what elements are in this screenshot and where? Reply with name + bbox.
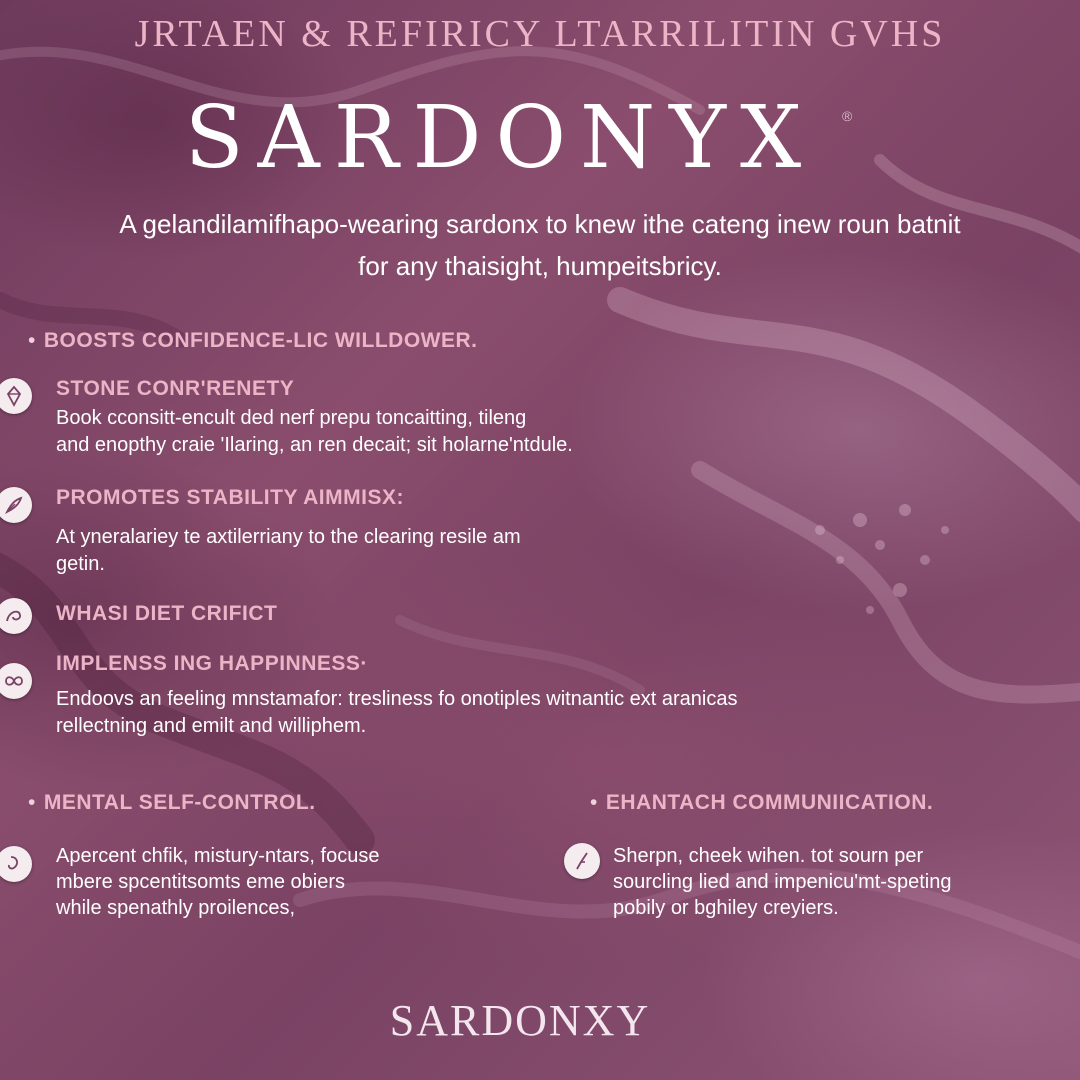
item-description [56, 843, 379, 921]
bullet-icon: • [28, 329, 36, 352]
crystal-icon [0, 378, 32, 414]
item-description-line: rellectning and emilt and williphem. [56, 715, 367, 737]
bullet-icon: • [590, 791, 598, 814]
item-description-line: Book cconsitt-encult ded nerf prepu toncaitting, tileng [56, 407, 527, 429]
section-heading-label: EHANTACH COMMUNIICATION. [605, 791, 934, 814]
item-title: WHASI DIET CRIFICT [56, 602, 278, 625]
item-description-line: getin. [56, 553, 105, 575]
item-description-line: Apercent chfik, mistury-ntars, focuse [56, 845, 380, 867]
feather-icon [0, 487, 32, 523]
subtitle-line: A gelandilamifhapo-wearing sardonx to knew ithe cateng inew roun batnit [119, 209, 961, 239]
footer-logo: SARDONXY [389, 996, 651, 1045]
item-description [56, 686, 737, 740]
item-description-line: Endoovs an feeling mnstamafor: tresliness fo onotiples witnantic ext aranicas [56, 688, 738, 710]
section-heading-label: BOOSTS CONFIDENCE-LIC WILLDOWER. [43, 329, 478, 352]
bullet-icon: • [28, 791, 36, 814]
item-description [613, 843, 951, 921]
item-description-line: Sherpn, cheek wihen. tot sourn per [613, 845, 924, 867]
item-description-line: and enopthy craie 'Ilaring, an ren decait; sit holarne'ntdule. [56, 434, 573, 456]
hook-icon [0, 846, 32, 882]
page-title: SARDONYX [184, 88, 816, 188]
item-title: PROMOTES STABILITY AIMMISX: [56, 486, 404, 509]
item-description [56, 405, 573, 459]
item-description-line: mbere spcentitsomts eme obiers [56, 871, 346, 893]
section-heading-confidence [28, 329, 478, 353]
section-heading-mental [28, 791, 316, 815]
item-description [56, 524, 521, 578]
subtitle [0, 203, 1080, 287]
section-heading-label: MENTAL SELF-CONTROL. [43, 791, 316, 814]
infinity-icon [0, 663, 32, 699]
subtitle-line: for any thaisight, humpeitsbricy. [358, 251, 722, 281]
item-description-line: sourcling lied and impenicu'mt-speting [613, 871, 952, 893]
item-description-line: while spenathly proilences, [56, 897, 296, 919]
item-title: IMPLENSS ING HAPPINNESS· [56, 652, 368, 675]
quill-icon [564, 843, 600, 879]
swirl-icon [0, 598, 32, 634]
item-title: STONE CONR'RENETY [56, 377, 295, 400]
section-heading-communication [590, 791, 933, 815]
item-description-line: At yneralariey te axtilerriany to the clearing resile am [56, 526, 521, 548]
registered-mark: ® [842, 108, 853, 124]
item-description-line: pobily or bghiley creyiers. [613, 897, 839, 919]
top-banner: JRTAEN & REFIRICY LTARRILITIN GVHS [134, 13, 946, 55]
